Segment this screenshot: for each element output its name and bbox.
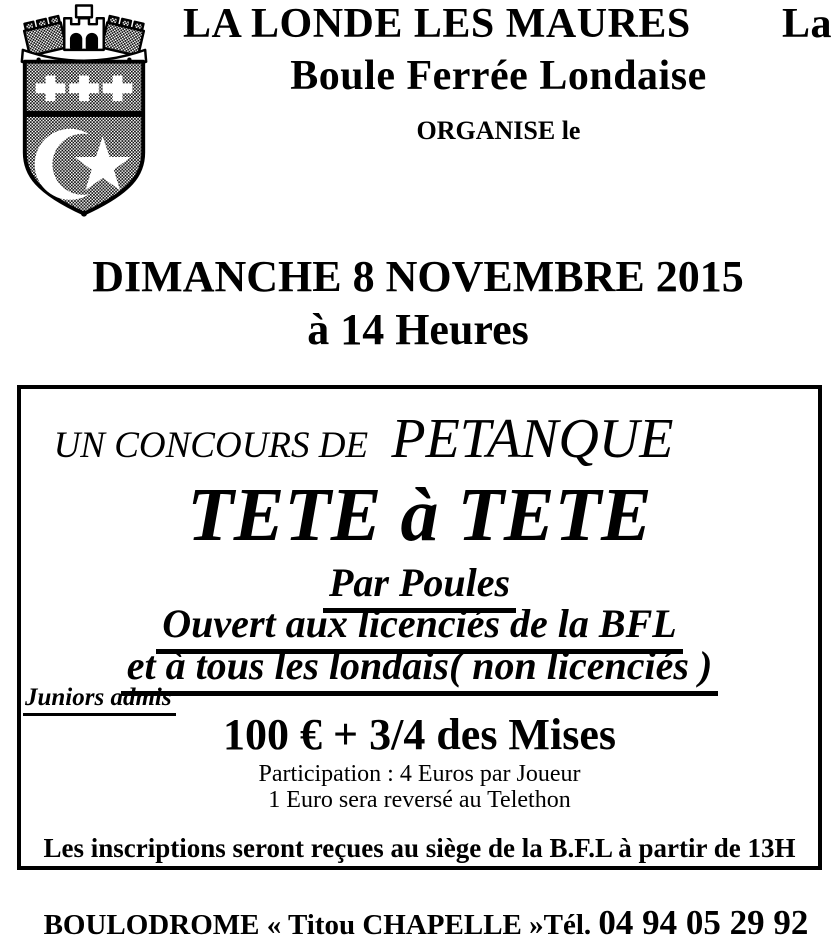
organise-text: ORGANISE le bbox=[416, 116, 581, 145]
registration-info: Les inscriptions seront reçues au siège de la B.F.L à partir de 13H bbox=[43, 833, 796, 863]
prize-line: 100 € + 3/4 des Mises bbox=[223, 710, 616, 759]
header-line-1 bbox=[165, 0, 832, 50]
eligibility-line-1: Ouvert aux licenciés de la BFL bbox=[21, 601, 818, 654]
event-date: DIMANCHE 8 NOVEMBRE 2015 bbox=[92, 252, 744, 301]
contest-intro: UN CONCOURS DE bbox=[53, 425, 369, 466]
event-details-box bbox=[17, 385, 822, 870]
header bbox=[165, 0, 832, 170]
phone-number: 04 94 05 29 92 bbox=[598, 903, 809, 942]
coat-of-arms-icon bbox=[11, 4, 157, 220]
telethon-note: 1 Euro sera reversé au Telethon bbox=[268, 787, 571, 813]
participation-fee: Participation : 4 Euros par Joueur bbox=[258, 761, 581, 787]
eligibility-line-2: et à tous les londais( non licenciés ) bbox=[21, 643, 818, 696]
town-coat-of-arms bbox=[11, 4, 157, 220]
juniors-note: Juniors admis bbox=[23, 684, 176, 716]
contest-sport: PETANQUE bbox=[391, 408, 674, 470]
club-name-prefix: La bbox=[781, 1, 832, 47]
footer bbox=[0, 904, 836, 944]
contest-format: Par Poules bbox=[21, 560, 818, 613]
club-name: Boule Ferrée Londaise bbox=[290, 53, 707, 99]
contest-intro-line bbox=[21, 409, 818, 476]
phone-label: Tél. bbox=[543, 909, 592, 941]
venue-name: BOULODROME « Titou CHAPELLE » bbox=[43, 909, 544, 941]
contest-title: TETE à TETE bbox=[187, 473, 652, 557]
cross-icon bbox=[36, 76, 133, 102]
town-name: LA LONDE LES MAURES bbox=[183, 1, 691, 47]
date-block bbox=[0, 250, 836, 356]
event-time: à 14 Heures bbox=[307, 305, 529, 354]
